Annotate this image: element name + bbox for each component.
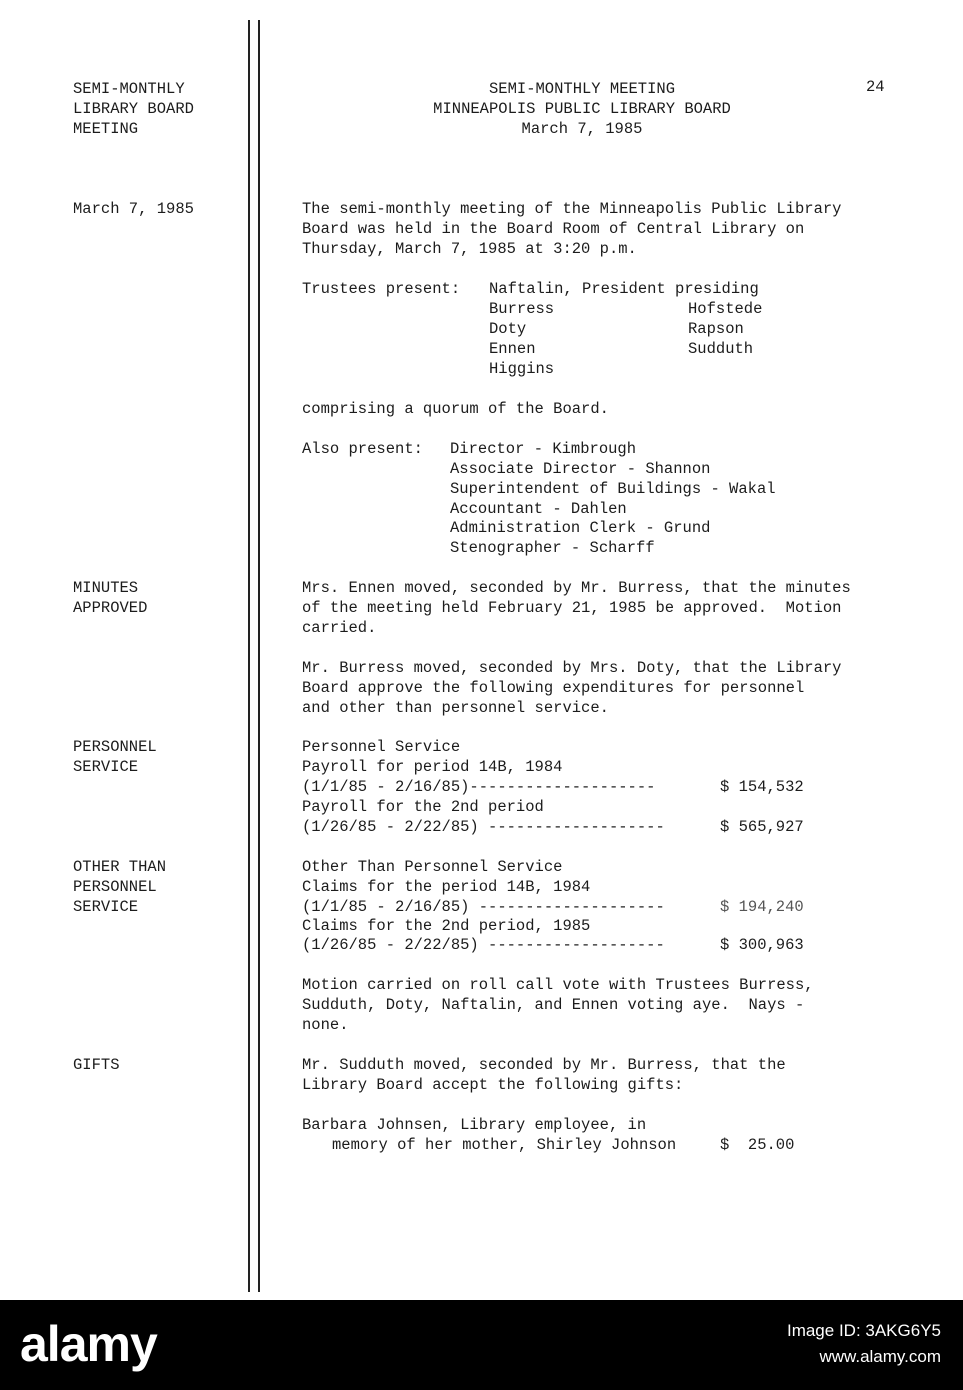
gift-amount: $ 25.00 xyxy=(720,1136,795,1154)
sidebar-minutes-heading: MINUTES xyxy=(73,579,139,597)
trustee-name: Sudduth xyxy=(688,340,754,358)
minutes-line: carried. xyxy=(302,619,377,637)
other-line: (1/1/85 - 2/16/85) -------------------- xyxy=(302,898,665,916)
quorum-text: comprising a quorum of the Board. xyxy=(302,400,609,418)
personnel-line: Payroll for the 2nd period xyxy=(302,798,544,816)
other-line: (1/26/85 - 2/22/85) ------------------- xyxy=(302,936,665,954)
staff-member: Accountant - Dahlen xyxy=(450,500,627,518)
sidebar-header-line: LIBRARY BOARD xyxy=(73,100,194,118)
gifts-line: Mr. Sudduth moved, seconded by Mr. Burress, that the xyxy=(302,1056,786,1074)
document-title: SEMI-MONTHLY MEETING xyxy=(488,80,676,98)
staff-member: Associate Director - Shannon xyxy=(450,460,711,478)
motion-line: Sudduth, Doty, Naftalin, and Ennen voting aye. Nays - xyxy=(302,996,805,1014)
minutes-line: Mrs. Ennen moved, seconded by Mr. Burress, that the minutes xyxy=(302,579,851,597)
other-line: Claims for the 2nd period, 1985 xyxy=(302,917,591,935)
expenditures-line: Board approve the following expenditures for personnel xyxy=(302,679,805,697)
other-heading: Other Than Personnel Service xyxy=(302,858,563,876)
intro-line: Thursday, March 7, 1985 at 3:20 p.m. xyxy=(302,240,637,258)
intro-line: The semi-monthly meeting of the Minneapolis Public Library xyxy=(302,200,842,218)
expenditures-line: Mr. Burress moved, seconded by Mrs. Doty, that the Library xyxy=(302,659,842,677)
other-line: Claims for the period 14B, 1984 xyxy=(302,878,591,896)
motion-line: none. xyxy=(302,1016,349,1034)
sidebar-gifts-heading: GIFTS xyxy=(73,1056,120,1074)
sidebar-other-heading: PERSONNEL xyxy=(73,878,157,896)
watermark-footer xyxy=(0,1300,963,1390)
page-number: 24 xyxy=(866,78,885,96)
intro-line: Board was held in the Board Room of Central Library on xyxy=(302,220,805,238)
sidebar-header-line: MEETING xyxy=(73,120,139,138)
expenditures-line: and other than personnel service. xyxy=(302,699,609,717)
sidebar-personnel-heading: PERSONNEL xyxy=(73,738,157,756)
sidebar-other-heading: SERVICE xyxy=(73,898,139,916)
trustee-name: Hofstede xyxy=(688,300,763,318)
sidebar-personnel-heading: SERVICE xyxy=(73,758,139,776)
other-amount: $ 194,240 xyxy=(720,898,804,916)
trustee-name: Naftalin, President presiding xyxy=(489,280,759,298)
site-url: www.alamy.com xyxy=(819,1347,941,1366)
margin-rule xyxy=(248,20,250,1292)
staff-member: Director - Kimbrough xyxy=(450,440,637,458)
trustee-name: Doty xyxy=(489,320,527,338)
also-present-label: Also present: xyxy=(302,440,423,458)
personnel-line: Payroll for period 14B, 1984 xyxy=(302,758,563,776)
sidebar-date: March 7, 1985 xyxy=(73,200,194,218)
sidebar-header-line: SEMI-MONTHLY xyxy=(73,80,185,98)
personnel-amount: $ 565,927 xyxy=(720,818,804,836)
document-org: MINNEAPOLIS PUBLIC LIBRARY BOARD xyxy=(433,100,731,118)
trustee-name: Ennen xyxy=(489,340,536,358)
staff-member: Superintendent of Buildings - Wakal xyxy=(450,480,776,498)
gift-line: Barbara Johnsen, Library employee, in xyxy=(302,1116,647,1134)
trustees-label: Trustees present: xyxy=(302,280,461,298)
motion-line: Motion carried on roll call vote with Trustees Burress, xyxy=(302,976,814,994)
alamy-logo: alamy xyxy=(20,1316,157,1372)
personnel-line: (1/1/85 - 2/16/85)-------------------- xyxy=(302,778,656,796)
trustee-name: Burress xyxy=(489,300,555,318)
staff-member: Administration Clerk - Grund xyxy=(450,519,711,537)
sidebar-minutes-heading: APPROVED xyxy=(73,599,148,617)
gift-line: memory of her mother, Shirley Johnson xyxy=(332,1136,677,1154)
minutes-line: of the meeting held February 21, 1985 be approved. Motion xyxy=(302,599,842,617)
other-amount: $ 300,963 xyxy=(720,936,804,954)
sidebar-other-heading: OTHER THAN xyxy=(73,858,167,876)
personnel-line: (1/26/85 - 2/22/85) ------------------- xyxy=(302,818,665,836)
image-id-text: Image ID: 3AKG6Y5 xyxy=(786,1321,941,1340)
gifts-line: Library Board accept the following gifts: xyxy=(302,1076,684,1094)
staff-member: Stenographer - Scharff xyxy=(450,539,655,557)
personnel-heading: Personnel Service xyxy=(302,738,461,756)
trustee-name: Higgins xyxy=(489,360,555,378)
trustee-name: Rapson xyxy=(688,320,744,338)
personnel-amount: $ 154,532 xyxy=(720,778,804,796)
document-date: March 7, 1985 xyxy=(521,120,643,138)
margin-rule xyxy=(258,20,260,1292)
image-id xyxy=(787,1318,941,1370)
